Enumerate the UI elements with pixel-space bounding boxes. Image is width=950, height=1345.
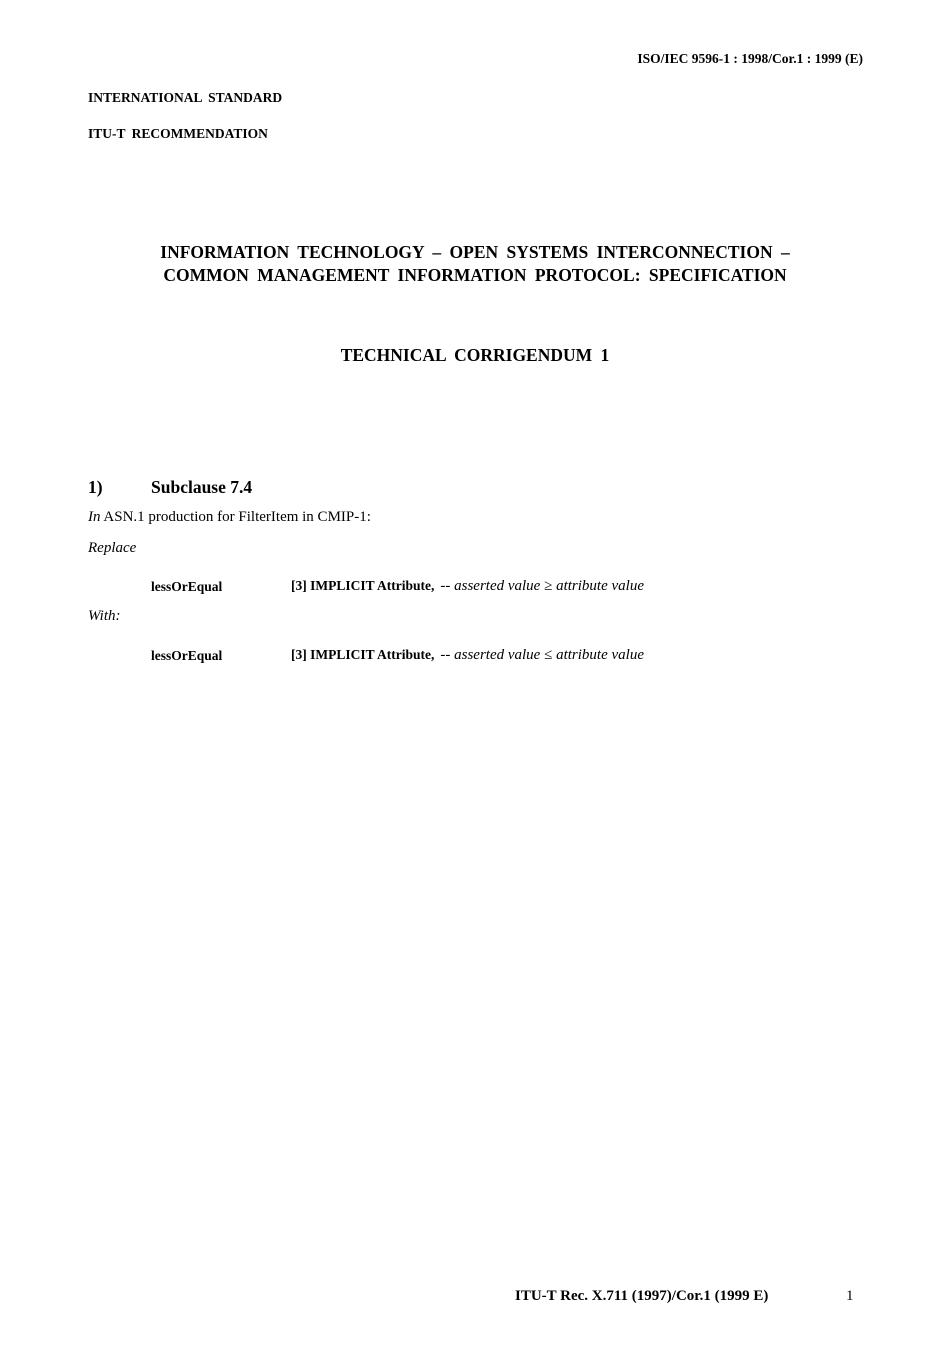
new-code-definition [291, 647, 644, 664]
page-number: 1 [846, 1288, 854, 1304]
clause-number: 1) [88, 477, 103, 497]
replace-label: Replace [88, 540, 137, 556]
clause-title: Subclause 7.4 [151, 477, 253, 497]
intro-emphasis: In [88, 509, 101, 525]
footer-recommendation-reference: ITU-T Rec. X.711 (1997)/Cor.1 (1999 E) [515, 1288, 769, 1304]
title-line-2: COMMON MANAGEMENT INFORMATION PROTOCOL: SPECIFICATION [163, 265, 787, 285]
new-code-comment: -- asserted value ≤ attribute value [440, 647, 644, 663]
new-code-name: lessOrEqual [151, 648, 223, 663]
with-label: With: [88, 608, 121, 624]
corrigendum-title: TECHNICAL CORRIGENDUM 1 [340, 345, 610, 365]
intro-text: ASN.1 production for FilterItem in CMIP-1: [100, 509, 371, 525]
clause-intro [88, 509, 371, 526]
old-code-type: [3] IMPLICIT Attribute, [291, 578, 435, 593]
international-standard-label: INTERNATIONAL STANDARD [88, 90, 283, 105]
old-code-name: lessOrEqual [151, 579, 223, 594]
itu-t-recommendation-label: ITU-T RECOMMENDATION [88, 126, 268, 141]
document-reference: ISO/IEC 9596-1 : 1998/Cor.1 : 1999 (E) [637, 51, 863, 66]
new-code-type: [3] IMPLICIT Attribute, [291, 647, 435, 662]
old-code-comment: -- asserted value ≥ attribute value [440, 578, 644, 594]
old-code-definition [291, 578, 644, 595]
title-line-1: INFORMATION TECHNOLOGY – OPEN SYSTEMS INTERCONNECTION – [160, 242, 790, 262]
document-title [0, 241, 950, 287]
